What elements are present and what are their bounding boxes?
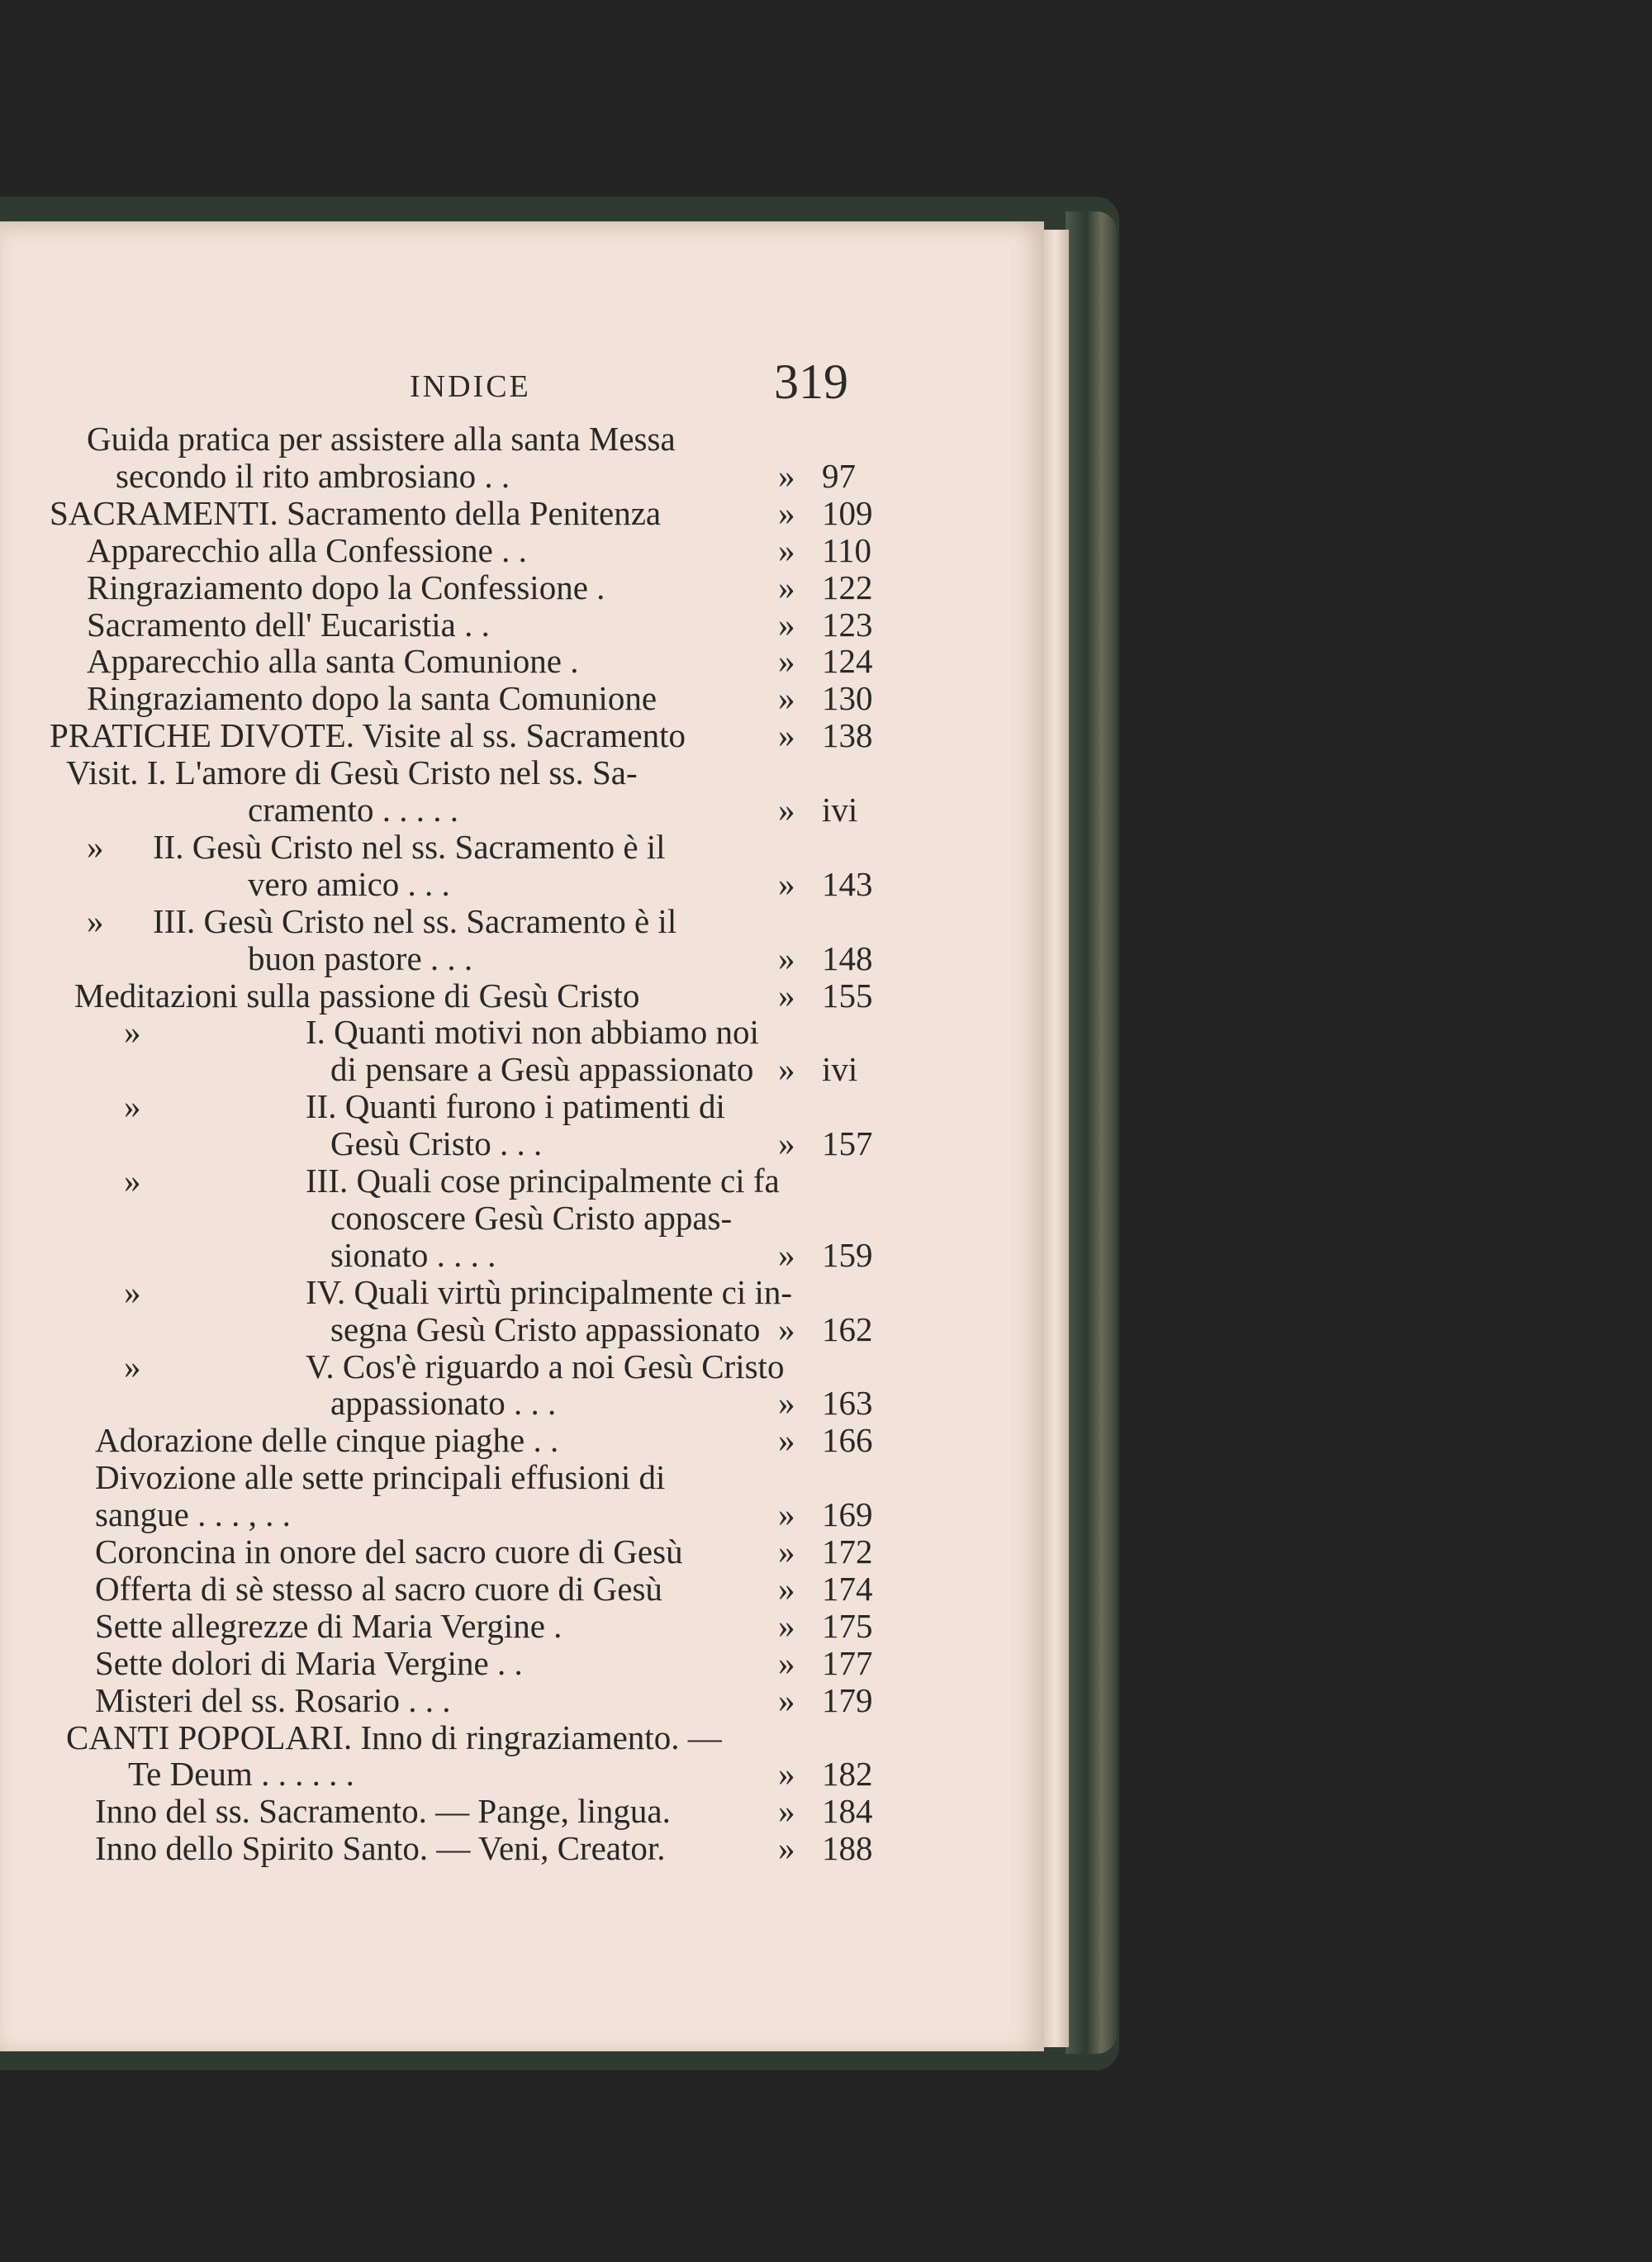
toc-entry-title: Gesù Cristo . . .: [330, 1124, 543, 1163]
ditto-mark-prefix: »: [124, 1272, 141, 1311]
toc-entry-page: 188: [822, 1829, 873, 1868]
toc-entry: [0, 1533, 1044, 1571]
toc-entry: [0, 1273, 1044, 1311]
ditto-mark: »: [778, 716, 795, 755]
toc-entry-page: ivi: [822, 791, 858, 829]
toc-entry-title: I. Quanti motivi non abbiamo noi: [306, 1013, 759, 1052]
ditto-mark: »: [778, 1569, 795, 1608]
ditto-mark-prefix: »: [124, 1013, 141, 1052]
toc-entry-page: 109: [822, 493, 873, 532]
toc-entry-page: 143: [822, 864, 873, 903]
toc-entry-title: Inno dello Spirito Santo. — Veni, Creator.: [95, 1829, 666, 1868]
ditto-mark: »: [778, 1309, 795, 1348]
toc-entry: [0, 791, 1044, 829]
toc-entry: [0, 494, 1044, 532]
toc-entry: [0, 1236, 1044, 1274]
ditto-mark: »: [778, 1495, 795, 1534]
toc-entry: [0, 1199, 1044, 1237]
toc-entry: [0, 753, 1044, 791]
toc-entry-title: conoscere Gesù Cristo appas-: [330, 1198, 733, 1237]
toc-entry-title: III. Quali cose principalmente ci fa: [306, 1162, 780, 1200]
toc-entry: [0, 1681, 1044, 1719]
toc-entry-title: II. Gesù Cristo nel ss. Sacramento è il: [153, 827, 666, 866]
toc-entry: [0, 1495, 1044, 1533]
toc-entry: [0, 716, 1044, 754]
toc-entry-page: 97: [822, 456, 856, 495]
book-spine: [1066, 211, 1117, 2054]
toc-entry-title: PRATICHE DIVOTE. Visite al ss. Sacramento: [50, 716, 686, 755]
toc-entry-title: Sette allegrezze di Maria Vergine .: [95, 1606, 563, 1645]
page-edges: [1042, 230, 1069, 2047]
ditto-mark: »: [778, 1680, 795, 1719]
toc-entry: [0, 1162, 1044, 1200]
toc-entry-page: 179: [822, 1680, 873, 1719]
ditto-mark: »: [778, 1829, 795, 1868]
toc-entry-page: 123: [822, 605, 873, 644]
toc-entry-title: Meditazioni sulla passione di Gesù Cristo: [74, 976, 640, 1015]
toc-entry-page: 130: [822, 679, 873, 718]
toc-entry: [0, 420, 1044, 458]
ditto-mark: »: [778, 1606, 795, 1645]
toc-entry: [0, 1755, 1044, 1793]
toc-entry-page: 157: [822, 1124, 873, 1163]
toc-entry-title: III. Gesù Cristo nel ss. Sacramento è il: [153, 901, 677, 940]
toc-entry-title: Offerta di sè stesso al sacro cuore di Gesù: [95, 1569, 662, 1608]
table-of-contents: [0, 420, 1044, 1989]
ditto-mark-prefix: »: [124, 1347, 141, 1385]
toc-entry-title: Te Deum . . . . . .: [128, 1755, 354, 1794]
toc-entry-page: 122: [822, 568, 873, 606]
ditto-mark: »: [778, 530, 795, 569]
toc-entry-title: V. Cos'è riguardo a noi Gesù Cristo: [306, 1347, 785, 1385]
toc-entry-title: sangue . . . , . .: [95, 1495, 291, 1534]
ditto-mark-prefix: »: [124, 1087, 141, 1126]
ditto-mark: »: [778, 864, 795, 903]
ditto-mark: »: [778, 493, 795, 532]
toc-entry: [0, 902, 1044, 940]
toc-entry: [0, 1310, 1044, 1348]
toc-entry: [0, 531, 1044, 569]
toc-entry-page: 163: [822, 1384, 873, 1423]
toc-entry-title: buon pastore . . .: [248, 939, 473, 977]
toc-entry-page: 148: [822, 939, 873, 977]
ditto-mark: »: [778, 791, 795, 829]
toc-entry-page: 177: [822, 1643, 873, 1682]
toc-entry-page: 174: [822, 1569, 873, 1608]
toc-entry-title: vero amico . . .: [248, 864, 450, 903]
ditto-mark: »: [778, 1384, 795, 1423]
ditto-mark-prefix: »: [124, 1162, 141, 1200]
toc-entry: [0, 679, 1044, 717]
toc-entry-title: di pensare a Gesù appassionato: [330, 1050, 754, 1089]
toc-entry-title: Apparecchio alla santa Comunione .: [87, 642, 579, 681]
toc-entry: [0, 1124, 1044, 1162]
toc-entry: [0, 1013, 1044, 1051]
toc-entry: [0, 977, 1044, 1015]
toc-entry-page: 162: [822, 1309, 873, 1348]
ditto-mark: »: [778, 1235, 795, 1274]
toc-entry: [0, 1570, 1044, 1608]
toc-entry-page: 159: [822, 1235, 873, 1274]
toc-entry-title: Divozione alle sette principali effusioni di: [95, 1458, 666, 1497]
ditto-mark: »: [778, 1755, 795, 1794]
page-number: 319: [774, 354, 848, 409]
ditto-mark: »: [778, 1124, 795, 1163]
ditto-mark: »: [778, 1643, 795, 1682]
toc-entry-title: SACRAMENTI. Sacramento della Penitenza: [50, 493, 662, 532]
toc-entry: [0, 939, 1044, 977]
toc-entry-title: Sacramento dell' Eucaristia . .: [87, 605, 490, 644]
toc-entry-page: 124: [822, 642, 873, 681]
toc-entry: [0, 1607, 1044, 1645]
toc-entry: [0, 865, 1044, 903]
toc-entry: [0, 1829, 1044, 1867]
toc-entry-title: Coroncina in onore del sacro cuore di Gesù: [95, 1533, 683, 1571]
toc-entry: [0, 642, 1044, 680]
toc-entry-title: Ringraziamento dopo la santa Comunione: [87, 679, 657, 718]
toc-entry: [0, 1087, 1044, 1125]
ditto-mark-prefix: »: [87, 827, 104, 866]
toc-entry-title: segna Gesù Cristo appassionato: [330, 1309, 761, 1348]
toc-entry: [0, 1718, 1044, 1756]
ditto-mark: »: [778, 1421, 795, 1460]
toc-entry-page: 184: [822, 1792, 873, 1831]
ditto-mark: »: [778, 1792, 795, 1831]
toc-entry-page: ivi: [822, 1050, 858, 1089]
toc-entry-page: 138: [822, 716, 873, 755]
toc-entry: [0, 1384, 1044, 1422]
ditto-mark: »: [778, 1533, 795, 1571]
toc-entry: [0, 828, 1044, 866]
toc-entry: [0, 1458, 1044, 1496]
book: [0, 197, 1123, 2070]
ditto-mark: »: [778, 1050, 795, 1089]
ditto-mark: »: [778, 679, 795, 718]
ditto-mark: »: [778, 456, 795, 495]
toc-entry-page: 169: [822, 1495, 873, 1534]
ditto-mark: »: [778, 605, 795, 644]
toc-entry: [0, 568, 1044, 606]
toc-entry-title: Sette dolori di Maria Vergine . .: [95, 1643, 523, 1682]
toc-entry-title: Guida pratica per assistere alla santa Messa: [87, 420, 676, 458]
running-title: INDICE: [410, 369, 531, 404]
toc-entry-page: 172: [822, 1533, 873, 1571]
toc-entry-title: Apparecchio alla Confessione . .: [87, 530, 527, 569]
ditto-mark: »: [778, 939, 795, 977]
toc-entry-page: 175: [822, 1606, 873, 1645]
toc-entry-title: appassionato . . .: [330, 1384, 557, 1423]
ditto-mark-prefix: »: [87, 901, 104, 940]
toc-entry-title: IV. Quali virtù principalmente ci in-: [306, 1272, 793, 1311]
toc-entry: [0, 606, 1044, 644]
toc-entry-title: sionato . . . .: [330, 1235, 496, 1274]
ditto-mark: »: [778, 568, 795, 606]
toc-entry-title: Misteri del ss. Rosario . . .: [95, 1680, 451, 1719]
ditto-mark: »: [778, 642, 795, 681]
toc-entry: [0, 1792, 1044, 1830]
toc-entry-title: Visit. I. L'amore di Gesù Cristo nel ss. Sa-: [66, 753, 638, 792]
ditto-mark: »: [778, 976, 795, 1015]
toc-entry-page: 155: [822, 976, 873, 1015]
toc-entry-title: CANTI POPOLARI. Inno di ringraziamento. —: [66, 1718, 722, 1756]
toc-entry-title: secondo il rito ambrosiano . .: [116, 456, 510, 495]
toc-entry-title: II. Quanti furono i patimenti di: [306, 1087, 725, 1126]
toc-entry-title: cramento . . . . .: [248, 791, 459, 829]
toc-entry: [0, 1421, 1044, 1459]
toc-entry-title: Adorazione delle cinque piaghe . .: [95, 1421, 559, 1460]
toc-entry: [0, 1050, 1044, 1088]
toc-entry: [0, 1644, 1044, 1682]
toc-entry-page: 166: [822, 1421, 873, 1460]
toc-entry-title: Inno del ss. Sacramento. — Pange, lingua.: [95, 1792, 671, 1831]
toc-entry-page: 110: [822, 530, 871, 569]
toc-entry: [0, 1347, 1044, 1385]
toc-entry-title: Ringraziamento dopo la Confessione .: [87, 568, 605, 606]
book-page: [0, 221, 1044, 2051]
toc-entry: [0, 457, 1044, 495]
toc-entry-page: 182: [822, 1755, 873, 1794]
